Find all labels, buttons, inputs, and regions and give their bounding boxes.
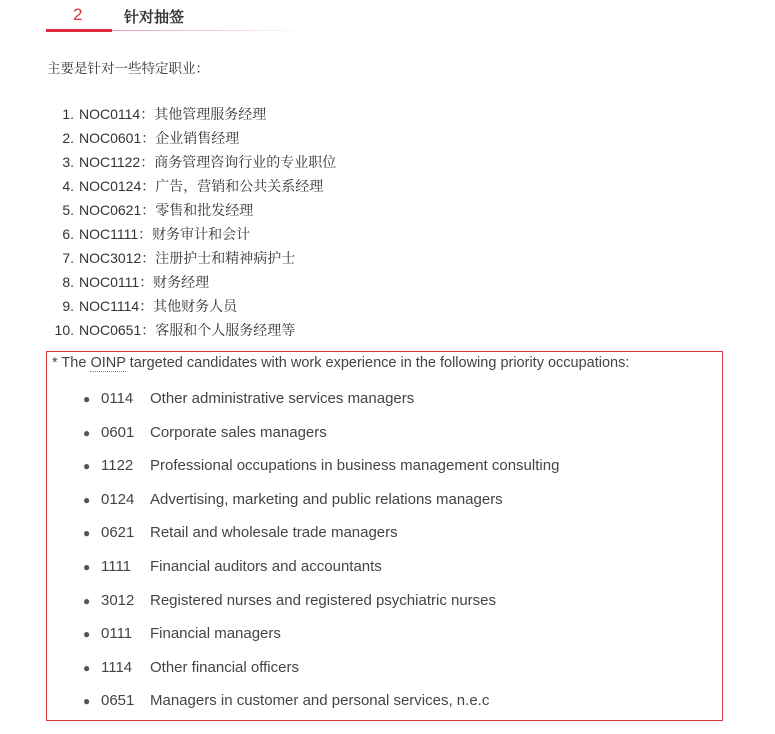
occupation-title: ：财务审计和会计	[138, 227, 251, 243]
occupation-title: ：财务经理	[139, 275, 210, 291]
list-item	[46, 126, 336, 150]
noc-code: NOC0124	[79, 178, 142, 194]
occupation-title: Managers in customer and personal services, n.e.c	[150, 692, 490, 710]
list-item	[83, 449, 559, 483]
english-occupation-box	[46, 351, 723, 721]
item-number: 5.	[62, 202, 74, 218]
english-intro-prefix: * The	[52, 355, 91, 371]
list-item	[83, 651, 559, 685]
bullet-icon: ●	[83, 425, 91, 440]
noc-code: NOC1111	[79, 226, 139, 242]
occupation-title: ：其他财务人员	[139, 299, 238, 315]
list-item	[46, 222, 336, 246]
occupation-title: Other administrative services managers	[150, 390, 415, 407]
list-item	[83, 483, 559, 517]
bullet-icon: ●	[83, 694, 91, 709]
noc-code: NOC0651	[79, 322, 142, 338]
bullet-icon: ●	[83, 559, 91, 574]
occupation-title: Financial auditors and accountants	[150, 557, 382, 575]
list-item	[83, 584, 559, 618]
chinese-occupation-list	[46, 102, 336, 342]
occupation-title: Advertising, marketing and public relations managers	[150, 490, 503, 508]
item-number: 7.	[62, 250, 74, 266]
list-item	[83, 516, 559, 550]
occupation-title: ：零售和批发经理	[141, 203, 254, 219]
occupation-code: 0114	[101, 390, 134, 407]
item-number: 6.	[62, 226, 74, 242]
noc-code: NOC0114	[79, 106, 141, 122]
occupation-code: 0124	[101, 490, 135, 508]
noc-code: NOC0601	[79, 130, 142, 146]
english-occupation-list	[83, 382, 559, 718]
list-item	[46, 246, 336, 270]
occupation-code: 0601	[101, 423, 135, 441]
list-item	[83, 416, 559, 450]
occupation-code: 3012	[101, 591, 135, 609]
bullet-icon: ●	[83, 593, 91, 608]
occupation-title: ：注册护士和精神病护士	[141, 251, 296, 267]
occupation-code: 0651	[101, 692, 135, 710]
oinp-abbreviation[interactable]: OINP	[90, 355, 126, 371]
occupation-code: 0111	[101, 625, 133, 643]
list-item	[46, 318, 336, 342]
item-number: 4.	[62, 178, 74, 194]
occupation-title: ：商务管理咨询行业的专业职位	[140, 155, 337, 171]
list-item	[46, 174, 336, 198]
item-number: 10.	[54, 322, 74, 338]
occupation-title: ：企业销售经理	[141, 131, 240, 147]
noc-code: NOC1114	[79, 298, 140, 314]
section-underline	[112, 30, 310, 31]
occupation-code: 1111	[101, 557, 132, 575]
item-number: 9.	[62, 298, 74, 314]
list-item	[83, 617, 559, 651]
section-underline-accent	[46, 29, 112, 32]
bullet-icon: ●	[83, 660, 91, 675]
occupation-title: Professional occupations in business management consulting	[150, 457, 560, 475]
occupation-title: ：客服和个人服务经理等	[141, 323, 296, 339]
bullet-icon: ●	[83, 392, 91, 406]
list-item	[46, 270, 336, 294]
intro-text: 主要是针对一些特定职业：	[47, 61, 209, 77]
section-number: 2	[73, 5, 83, 24]
noc-code: NOC3012	[79, 250, 142, 266]
occupation-title: Retail and wholesale trade managers	[150, 524, 398, 542]
list-item	[83, 382, 559, 416]
occupation-title: Financial managers	[150, 625, 281, 643]
occupation-title: ：其他管理服务经理	[140, 107, 267, 123]
list-item	[46, 150, 336, 174]
english-intro	[52, 355, 629, 371]
noc-code: NOC0621	[79, 202, 142, 218]
item-number: 8.	[62, 274, 74, 290]
bullet-icon: ●	[83, 526, 91, 541]
occupation-title: Registered nurses and registered psychiatric nurses	[150, 591, 497, 609]
bullet-icon: ●	[83, 492, 91, 507]
occupation-code: 0621	[101, 524, 135, 542]
item-number: 2.	[62, 130, 74, 146]
section-title: 针对抽签	[124, 8, 185, 26]
bullet-icon: ●	[83, 627, 91, 642]
section-header	[46, 0, 266, 34]
item-number: 1.	[62, 106, 74, 122]
list-item	[46, 294, 336, 318]
english-intro-suffix: targeted candidates with work experience in the following priority occupations:	[125, 355, 630, 371]
list-item	[46, 102, 336, 126]
bullet-icon: ●	[83, 459, 91, 474]
occupation-code: 1114	[101, 658, 133, 676]
occupation-title: Corporate sales managers	[150, 423, 327, 441]
list-item	[46, 198, 336, 222]
noc-code: NOC0111	[79, 274, 140, 290]
occupation-code: 1122	[101, 457, 134, 475]
occupation-title: ：广告，营销和公共关系经理	[141, 179, 324, 195]
list-item	[83, 684, 559, 718]
list-item	[83, 550, 559, 584]
item-number: 3.	[62, 154, 74, 170]
noc-code: NOC1122	[79, 154, 141, 170]
occupation-title: Other financial officers	[150, 658, 299, 676]
